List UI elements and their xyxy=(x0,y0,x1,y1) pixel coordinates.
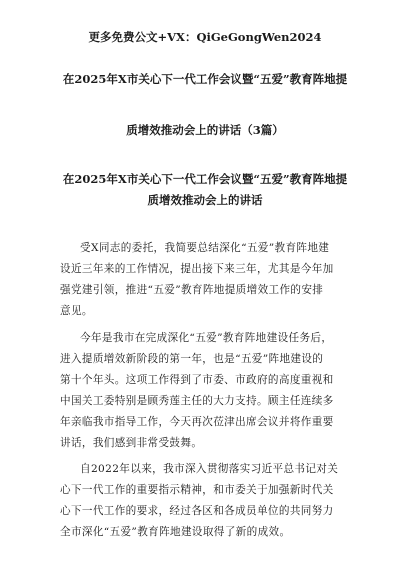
speech-title-line-2: 质增效推动会上的讲话 xyxy=(147,193,263,207)
document-title-line-1: 在2025年X市关心下一代工作会议暨“五爱”教育阵地提 xyxy=(62,72,348,86)
paragraph-2-line-2: 进入提质增效新阶段的第一年，也是“五爱”阵地建设的 xyxy=(60,353,324,365)
paragraph-1-line-2: 设近三年来的工作情况，提出接下来三年，尤其是今年加 xyxy=(60,263,334,275)
paragraph-2-line-6: 讲话，我们感到非常受鼓舞。 xyxy=(60,437,203,449)
paragraph-1-line-3: 强党建引领，推进“五爱”教育阵地提质增效工作的安排 xyxy=(60,284,324,296)
document-title-line-2: 质增效推动会上的讲话（3篇） xyxy=(126,123,284,137)
promo-header: 更多免费公文+VX：QiGeGongWen2024 xyxy=(88,30,322,44)
paragraph-2-line-5: 年亲临我市指导工作，今天再次莅津出席会议并将作重要 xyxy=(60,416,334,428)
paragraph-3-line-1: 自2022年以来，我市深入贯彻落实习近平总书记对关 xyxy=(80,463,339,475)
paragraph-1-line-4: 意见。 xyxy=(60,305,93,317)
speech-title-line-1: 在2025年X市关心下一代工作会议暨“五爱”教育阵地提 xyxy=(62,172,348,186)
paragraph-1-line-1: 受X同志的委托，我简要总结深化“五爱”教育阵地建 xyxy=(80,242,330,254)
paragraph-2-line-4: 中国关工委特别是顾秀莲主任的大力支持。顾主任连续多 xyxy=(60,395,334,407)
paragraph-3-line-3: 心下一代工作的要求，经过各区和各成员单位的共同努力 xyxy=(60,505,334,517)
paragraph-2-line-3: 第十个年头。这项工作得到了市委、市政府的高度重视和 xyxy=(60,374,334,386)
paragraph-2-line-1: 今年是我市在完成深化“五爱”教育阵地建设任务后， xyxy=(80,332,333,344)
paragraph-3-line-2: 心下一代工作的重要指示精神，和市委关于加强新时代关 xyxy=(60,484,334,496)
paragraph-3-line-4: 全市深化“五爱”教育阵地建设取得了新的成效。 xyxy=(60,526,291,538)
